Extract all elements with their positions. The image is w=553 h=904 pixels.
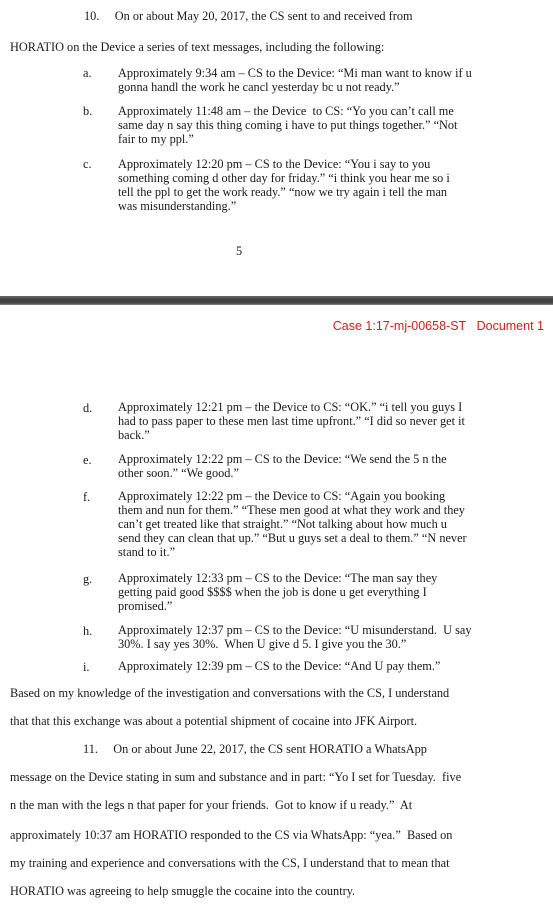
item-g-line: promised.” (118, 599, 173, 613)
item-letter-c: c. (83, 157, 92, 171)
list-item-b (118, 104, 478, 146)
item-g-line: Approximately 12:33 pm – CS to the Device: “The man say they (118, 571, 438, 585)
body-line: Based on my knowledge of the investigation and conversations with the CS, I understand (10, 686, 450, 700)
item-letter-a: a. (83, 66, 92, 80)
list-item-g (118, 571, 478, 613)
list-item-h (118, 623, 478, 651)
item-b-line: Approximately 11:48 am – the Device to CS: “Yo you can’t call me (118, 104, 454, 118)
item-a-line: Approximately 9:34 am – CS to the Device: “Mi man want to know if u (118, 66, 472, 80)
item-c-line: Approximately 12:20 pm – CS to the Device: “You i say to you (118, 157, 431, 171)
item-letter-b: b. (83, 104, 93, 118)
item-letter-f: f. (83, 490, 91, 504)
item-c-line: tell the ppl to get the work ready.” “now we try again i tell the man (118, 185, 448, 199)
paragraph-11-heading: 11. On or about June 22, 2017, the CS sent HORATIO a WhatsApp (83, 742, 427, 756)
item-f-line: Approximately 12:22 pm – the Device to CS: “Again you booking (118, 489, 446, 503)
item-d-line: had to pass paper to these men last time upfront.” “I did so never get it (118, 414, 465, 428)
document-page-upper (0, 0, 553, 296)
item-h-line: Approximately 12:37 pm – CS to the Device: “U misunderstand. U say (118, 623, 472, 637)
item-letter-d: d. (83, 401, 93, 415)
list-item-d (118, 400, 478, 442)
body-line: approximately 10:37 am HORATIO responded to the CS via WhatsApp: “yea.” Based on (10, 828, 453, 842)
body-line: HORATIO was agreeing to help smuggle the cocaine into the country. (10, 884, 356, 898)
item-i-line: Approximately 12:39 pm – CS to the Device: “And U pay them.” (118, 659, 441, 673)
body-line: that that this exchange was about a potential shipment of cocaine into JFK Airport. (10, 714, 418, 728)
item-f-line: send they can clean that up.” “But u guys set a deal to them.” “N never (118, 531, 467, 545)
item-e-line: Approximately 12:22 pm – CS to the Device: “We send the 5 n the (118, 452, 447, 466)
list-item-i (118, 659, 478, 673)
item-b-line: same day n say this thing coming i have to put things together.” “Not (118, 118, 458, 132)
item-letter-h: h. (83, 624, 93, 638)
item-f-line: them and nun for them.” “These men good at what they work and they (118, 503, 465, 517)
body-line: message on the Device stating in sum and substance and in part: “Yo I set for Tuesday. five (10, 770, 462, 784)
item-c-line: was misunderstanding.” (118, 199, 237, 213)
item-g-line: getting paid good $$$$ when the job is done u get everything I (118, 585, 427, 599)
item-h-line: 30%. I say yes 30%. When U give d 5. I give you the 30.” (118, 637, 407, 651)
item-d-line: Approximately 12:21 pm – the Device to CS: “OK.” “i tell you guys I (118, 400, 463, 414)
item-d-line: back.” (118, 428, 150, 442)
item-letter-g: g. (83, 572, 93, 586)
item-f-line: can’t get treated like that straight.” “Not talking about how much u (118, 517, 447, 531)
item-letter-i: i. (83, 660, 90, 674)
paragraph-10-heading: 10. On or about May 20, 2017, the CS sent to and received from (84, 9, 413, 23)
body-line: my training and experience and conversations with the CS, I understand that to mean that (10, 856, 450, 870)
body-line: n the man with the legs n that paper for your friends. Got to know if u ready.” At (10, 798, 413, 812)
list-item-e (118, 452, 478, 480)
page-number: 5 (236, 244, 243, 258)
item-f-line: stand to it.” (118, 545, 176, 559)
item-letter-e: e. (83, 453, 92, 467)
list-item-a (118, 66, 478, 94)
list-item-c (118, 157, 478, 213)
page-break-divider (0, 296, 553, 305)
list-item-f (118, 489, 478, 559)
item-a-line: gonna handl the work he cancl yesterday bc u not ready.” (118, 80, 400, 94)
item-c-line: something coming d other day for friday.” “i think you hear me so i (118, 171, 450, 185)
item-b-line: fair to my ppl.” (118, 132, 194, 146)
paragraph-10-continuation: HORATIO on the Device a series of text messages, including the following: (10, 40, 385, 54)
case-document-header: Case 1:17-mj-00658-ST Document 1 (332, 319, 544, 333)
item-e-line: other soon.” “We good.” (118, 466, 239, 480)
